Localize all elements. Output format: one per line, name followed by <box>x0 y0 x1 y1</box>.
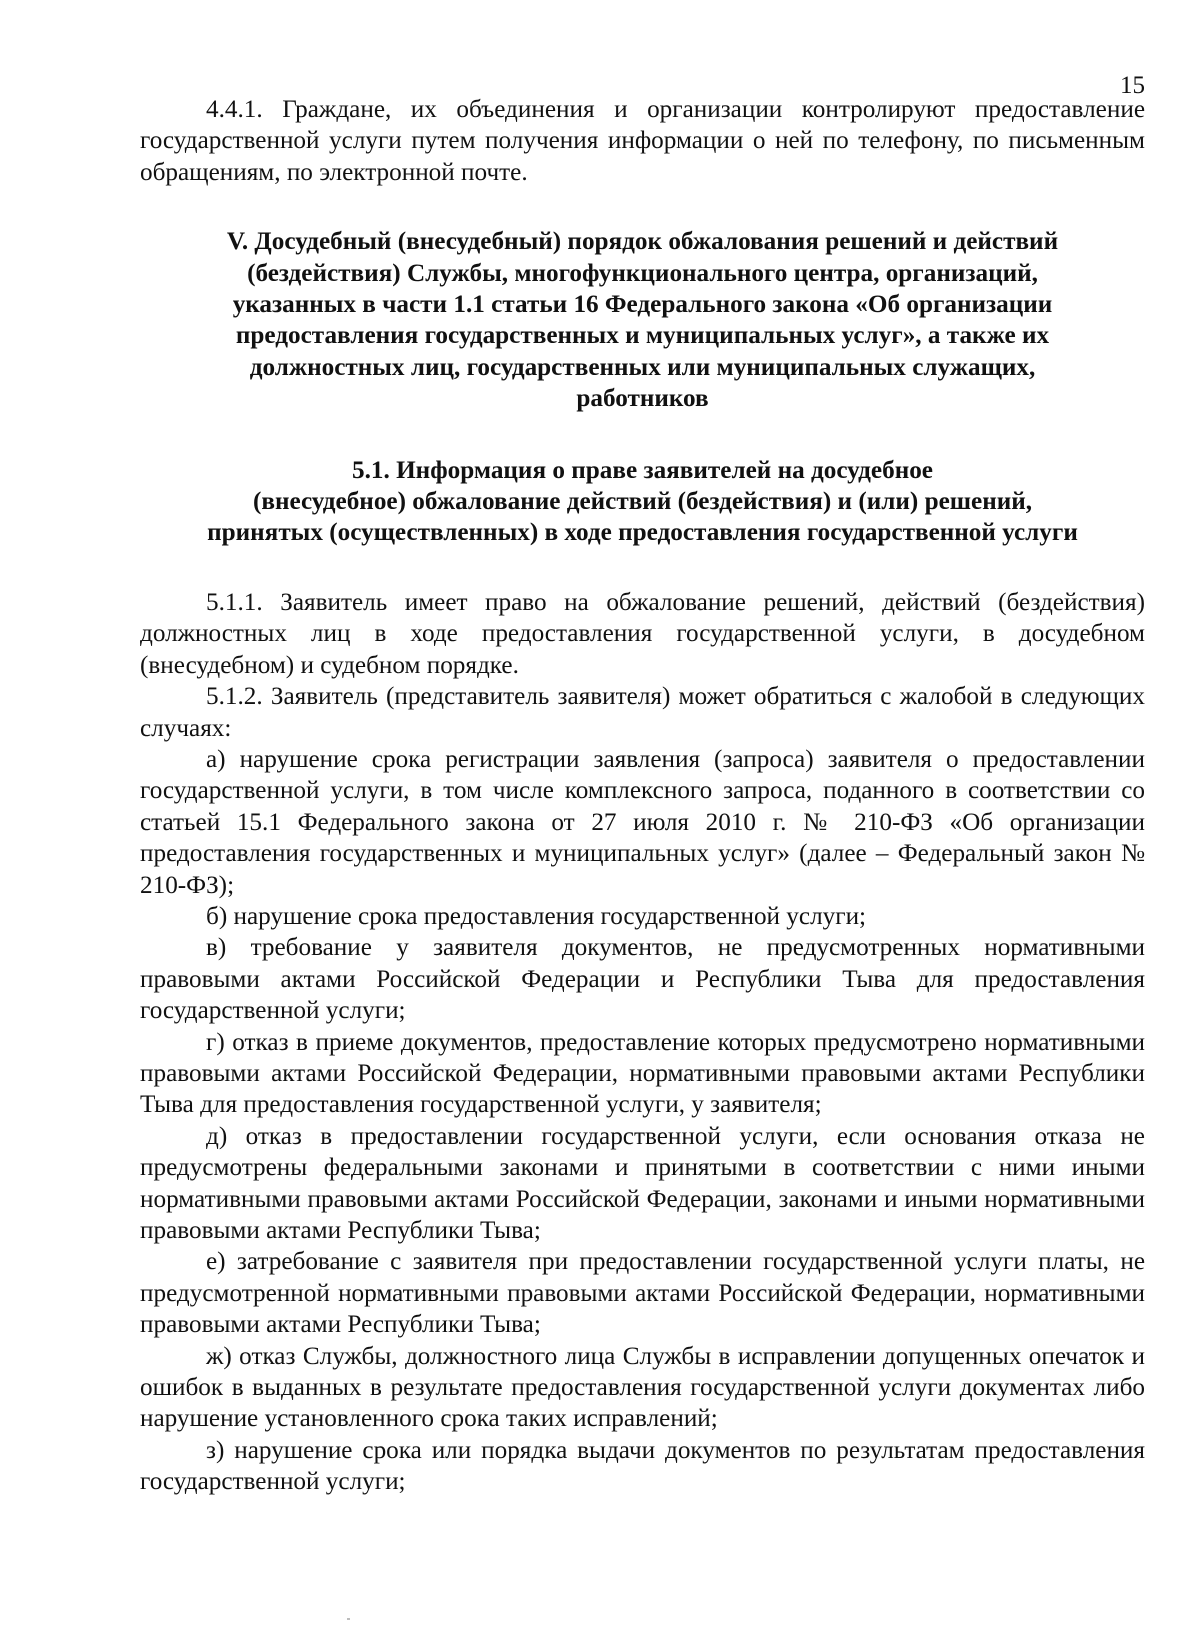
heading-line: (бездействия) Службы, многофункционального центра, организаций, <box>247 259 1038 287</box>
list-item-e: е) затребование с заявителя при предоставлении государственной услуги платы, не предусмотренной нормативными правовыми актами Российской Федерации, нормативными правовыми актами Республики Тыва; <box>140 1248 1145 1339</box>
list-item-z: з) нарушение срока или порядка выдачи документов по результатам предоставления государственной услуги; <box>140 1436 1145 1496</box>
paragraph-5-1-2: 5.1.2. Заявитель (представитель заявителя) может обратиться с жалобой в следующих случаях: <box>140 683 1145 742</box>
list-item-v: в) требование у заявителя документов, не предусмотренных нормативными правовыми актами Российской Федерации и Республики Тыва для предоставления государственной услуги; <box>140 934 1145 1025</box>
scan-speck <box>347 1618 350 1620</box>
subsection-5-1-heading <box>140 455 1145 549</box>
paragraph-4-4-1: 4.4.1. Граждане, их объединения и организации контролируют предоставление государственной услуги путем получения информации о ней по телефону, по письменным обращениям, по электронной почте. <box>140 96 1145 186</box>
section-v-heading <box>140 226 1145 414</box>
heading-line: указанных в части 1.1 статьи 16 Федерального закона «Об организации <box>232 291 1053 319</box>
heading-line: должностных лиц, государственных или муниципальных служащих, <box>249 353 1036 381</box>
heading-line: работников <box>576 385 709 413</box>
page-content <box>140 94 1145 1498</box>
heading-line: V. Досудебный (внесудебный) порядок обжалования решений и действий <box>226 228 1059 256</box>
paragraph-5-1-1: 5.1.1. Заявитель имеет право на обжалование решений, действий (бездействия) должностных лиц в ходе предоставления государственной услуги, в досудебном (внесудебном) и судебном порядке. <box>140 588 1145 679</box>
heading-line: (внесудебное) обжалование действий (бездействия) и (или) решений, <box>252 488 1033 516</box>
list-item-zh: ж) отказ Службы, должностного лица Службы в исправлении допущенных опечаток и ошибок в выданных в результате предоставления государственной услуги документах либо нарушение установленного срока таких исправлений; <box>140 1342 1145 1433</box>
list-item-d: д) отказ в предоставлении государственной услуги, если основания отказа не предусмотрены федеральными законами и принятыми в соответствии с ними иными нормативными правовыми актами Российской Федерации, законами и иными нормативными правовыми актами Республики Тыва; <box>140 1122 1145 1244</box>
heading-line: предоставления государственных и муниципальных услуг», а также их <box>235 322 1050 350</box>
page-number: 15 <box>1120 72 1145 99</box>
list-item-g: г) отказ в приеме документов, предоставление которых предусмотрено нормативными правовыми актами Российской Федерации, нормативными правовыми актами Республики Тыва для предоставления государственной услуги, у заявителя; <box>140 1028 1145 1119</box>
list-item-a: а) нарушение срока регистрации заявления (запроса) заявителя о предоставлении государственной услуги, в том числе комплексного запроса, поданного в соответствии со статьей 15.1 Федерального закона от 27 июля 2010 г. № 210-ФЗ «Об организации предоставления государственных и муниципальных услуг» (далее – Федеральный закон № 210-ФЗ); <box>140 745 1145 899</box>
list-item-b: б) нарушение срока предоставления государственной услуги; <box>206 902 867 930</box>
heading-line: принятых (осуществленных) в ходе предоставления государственной услуги <box>207 519 1078 547</box>
heading-line: 5.1. Информация о праве заявителей на досудебное <box>352 456 933 484</box>
